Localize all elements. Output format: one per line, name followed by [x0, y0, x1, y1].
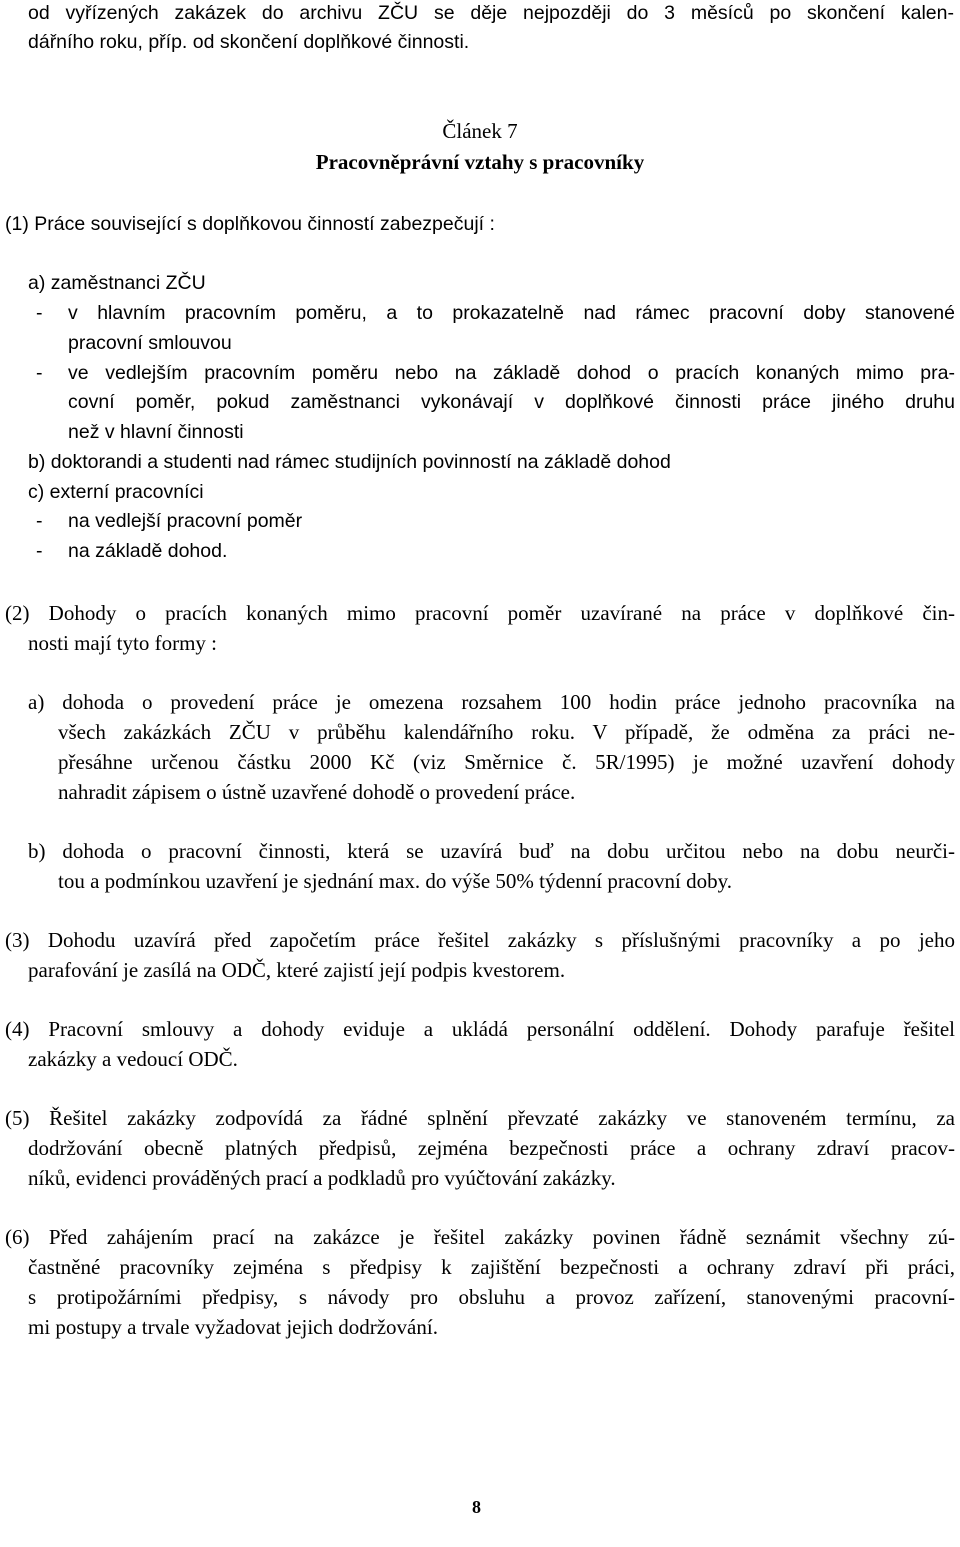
dash-marker: - [36, 362, 43, 384]
p2-a-line-4: nahradit zápisem o ústně uzavřené dohodě o provedení práce. [58, 780, 576, 804]
p1-heading: (1) Práce související s doplňkovou činností zabezpečují : [5, 213, 495, 235]
p6-line-1: (6) Před zahájením prací na zakázce je řešitel zakázky povinen řádně seznámit všechny zú- [5, 1225, 955, 1249]
p6-line-3: s protipožárními předpisy, s návody pro obsluhu a provoz zařízení, stanovenými pracovní- [28, 1285, 955, 1309]
p2-b-line-2: tou a podmínkou uzavření je sjednání max. do výše 50% týdenní pracovní doby. [58, 869, 732, 893]
dash-marker: - [36, 302, 43, 324]
dash-marker: - [36, 540, 43, 562]
p5-line-2: dodržování obecně platných předpisů, zejména bezpečnosti práce a ochrany zdraví pracov- [28, 1136, 955, 1160]
p1-item-b: b) doktorandi a studenti nad rámec studijních povinností na základě dohod [28, 451, 671, 473]
intro-line-1: od vyřízených zakázek do archivu ZČU se děje nejpozději do 3 měsíců po skončení kalen- [28, 2, 954, 24]
p2-a-line-3: přesáhne určenou částku 2000 Kč (viz Směrnice č. 5R/1995) je možné uzavření dohody [58, 750, 955, 774]
article-title: Pracovněprávní vztahy s pracovníky [315, 150, 645, 174]
p1-a-dash1-line-2: pracovní smlouvou [68, 332, 232, 354]
p4-line-1: (4) Pracovní smlouvy a dohody eviduje a ukládá personální oddělení. Dohody parafuje řešitel [5, 1017, 955, 1041]
p1-c-dash2: na základě dohod. [68, 540, 228, 562]
p1-a-dash2-line-1: ve vedlejším pracovním poměru nebo na základě dohod o pracích konaných mimo pra- [68, 362, 955, 384]
p1-c-dash1: na vedlejší pracovní poměr [68, 510, 303, 532]
p2-line-1: (2) Dohody o pracích konaných mimo pracovní poměr uzavírané na práce v doplňkové čin- [5, 601, 955, 625]
p5-line-3: níků, evidenci prováděných prací a podkladů pro vyúčtování zakázky. [28, 1166, 616, 1190]
dash-marker: - [36, 510, 43, 532]
p3-line-2: parafování je zasílá na ODČ, které zajistí její podpis kvestorem. [28, 958, 566, 982]
p1-item-a: a) zaměstnanci ZČU [28, 272, 206, 294]
p2-a-line-2: všech zakázkách ZČU v průběhu kalendářního roku. V případě, že odměna za práci ne- [58, 720, 955, 744]
article-number: Článek 7 [442, 119, 518, 143]
p1-item-c: c) externí pracovníci [28, 481, 204, 503]
p3-line-1: (3) Dohodu uzavírá před započetím práce řešitel zakázky s příslušnými pracovníky a po jeho [5, 928, 955, 952]
p2-b-line-1: b) dohoda o pracovní činnosti, která se uzavírá buď na dobu určitou nebo na dobu neurči- [28, 839, 955, 863]
intro-line-2: dářního roku, příp. od skončení doplňkové činnosti. [28, 31, 470, 53]
p1-a-dash2-line-3: než v hlavní činnosti [68, 421, 244, 443]
p6-line-4: mi postupy a trvale vyžadovat jejich dodržování. [28, 1315, 438, 1339]
p2-line-2: nosti mají tyto formy : [28, 631, 217, 655]
p4-line-2: zakázky a vedoucí ODČ. [28, 1047, 238, 1071]
p1-a-dash1-line-1: v hlavním pracovním poměru, a to prokazatelně nad rámec pracovní doby stanovené [68, 302, 955, 324]
p2-a-line-1: a) dohoda o provedení práce je omezena rozsahem 100 hodin práce jednoho pracovníka na [28, 690, 955, 714]
p1-a-dash2-line-2: covní poměr, pokud zaměstnanci vykonávají v doplňkové činnosti práce jiného druhu [68, 391, 955, 413]
p5-line-1: (5) Řešitel zakázky zodpovídá za řádné splnění převzaté zakázky ve stanoveném termínu, za [5, 1106, 955, 1130]
p6-line-2: častněné pracovníky zejména s předpisy k zajištění bezpečnosti a ochrany zdraví při práci, [28, 1255, 955, 1279]
page-number: 8 [472, 1497, 481, 1517]
